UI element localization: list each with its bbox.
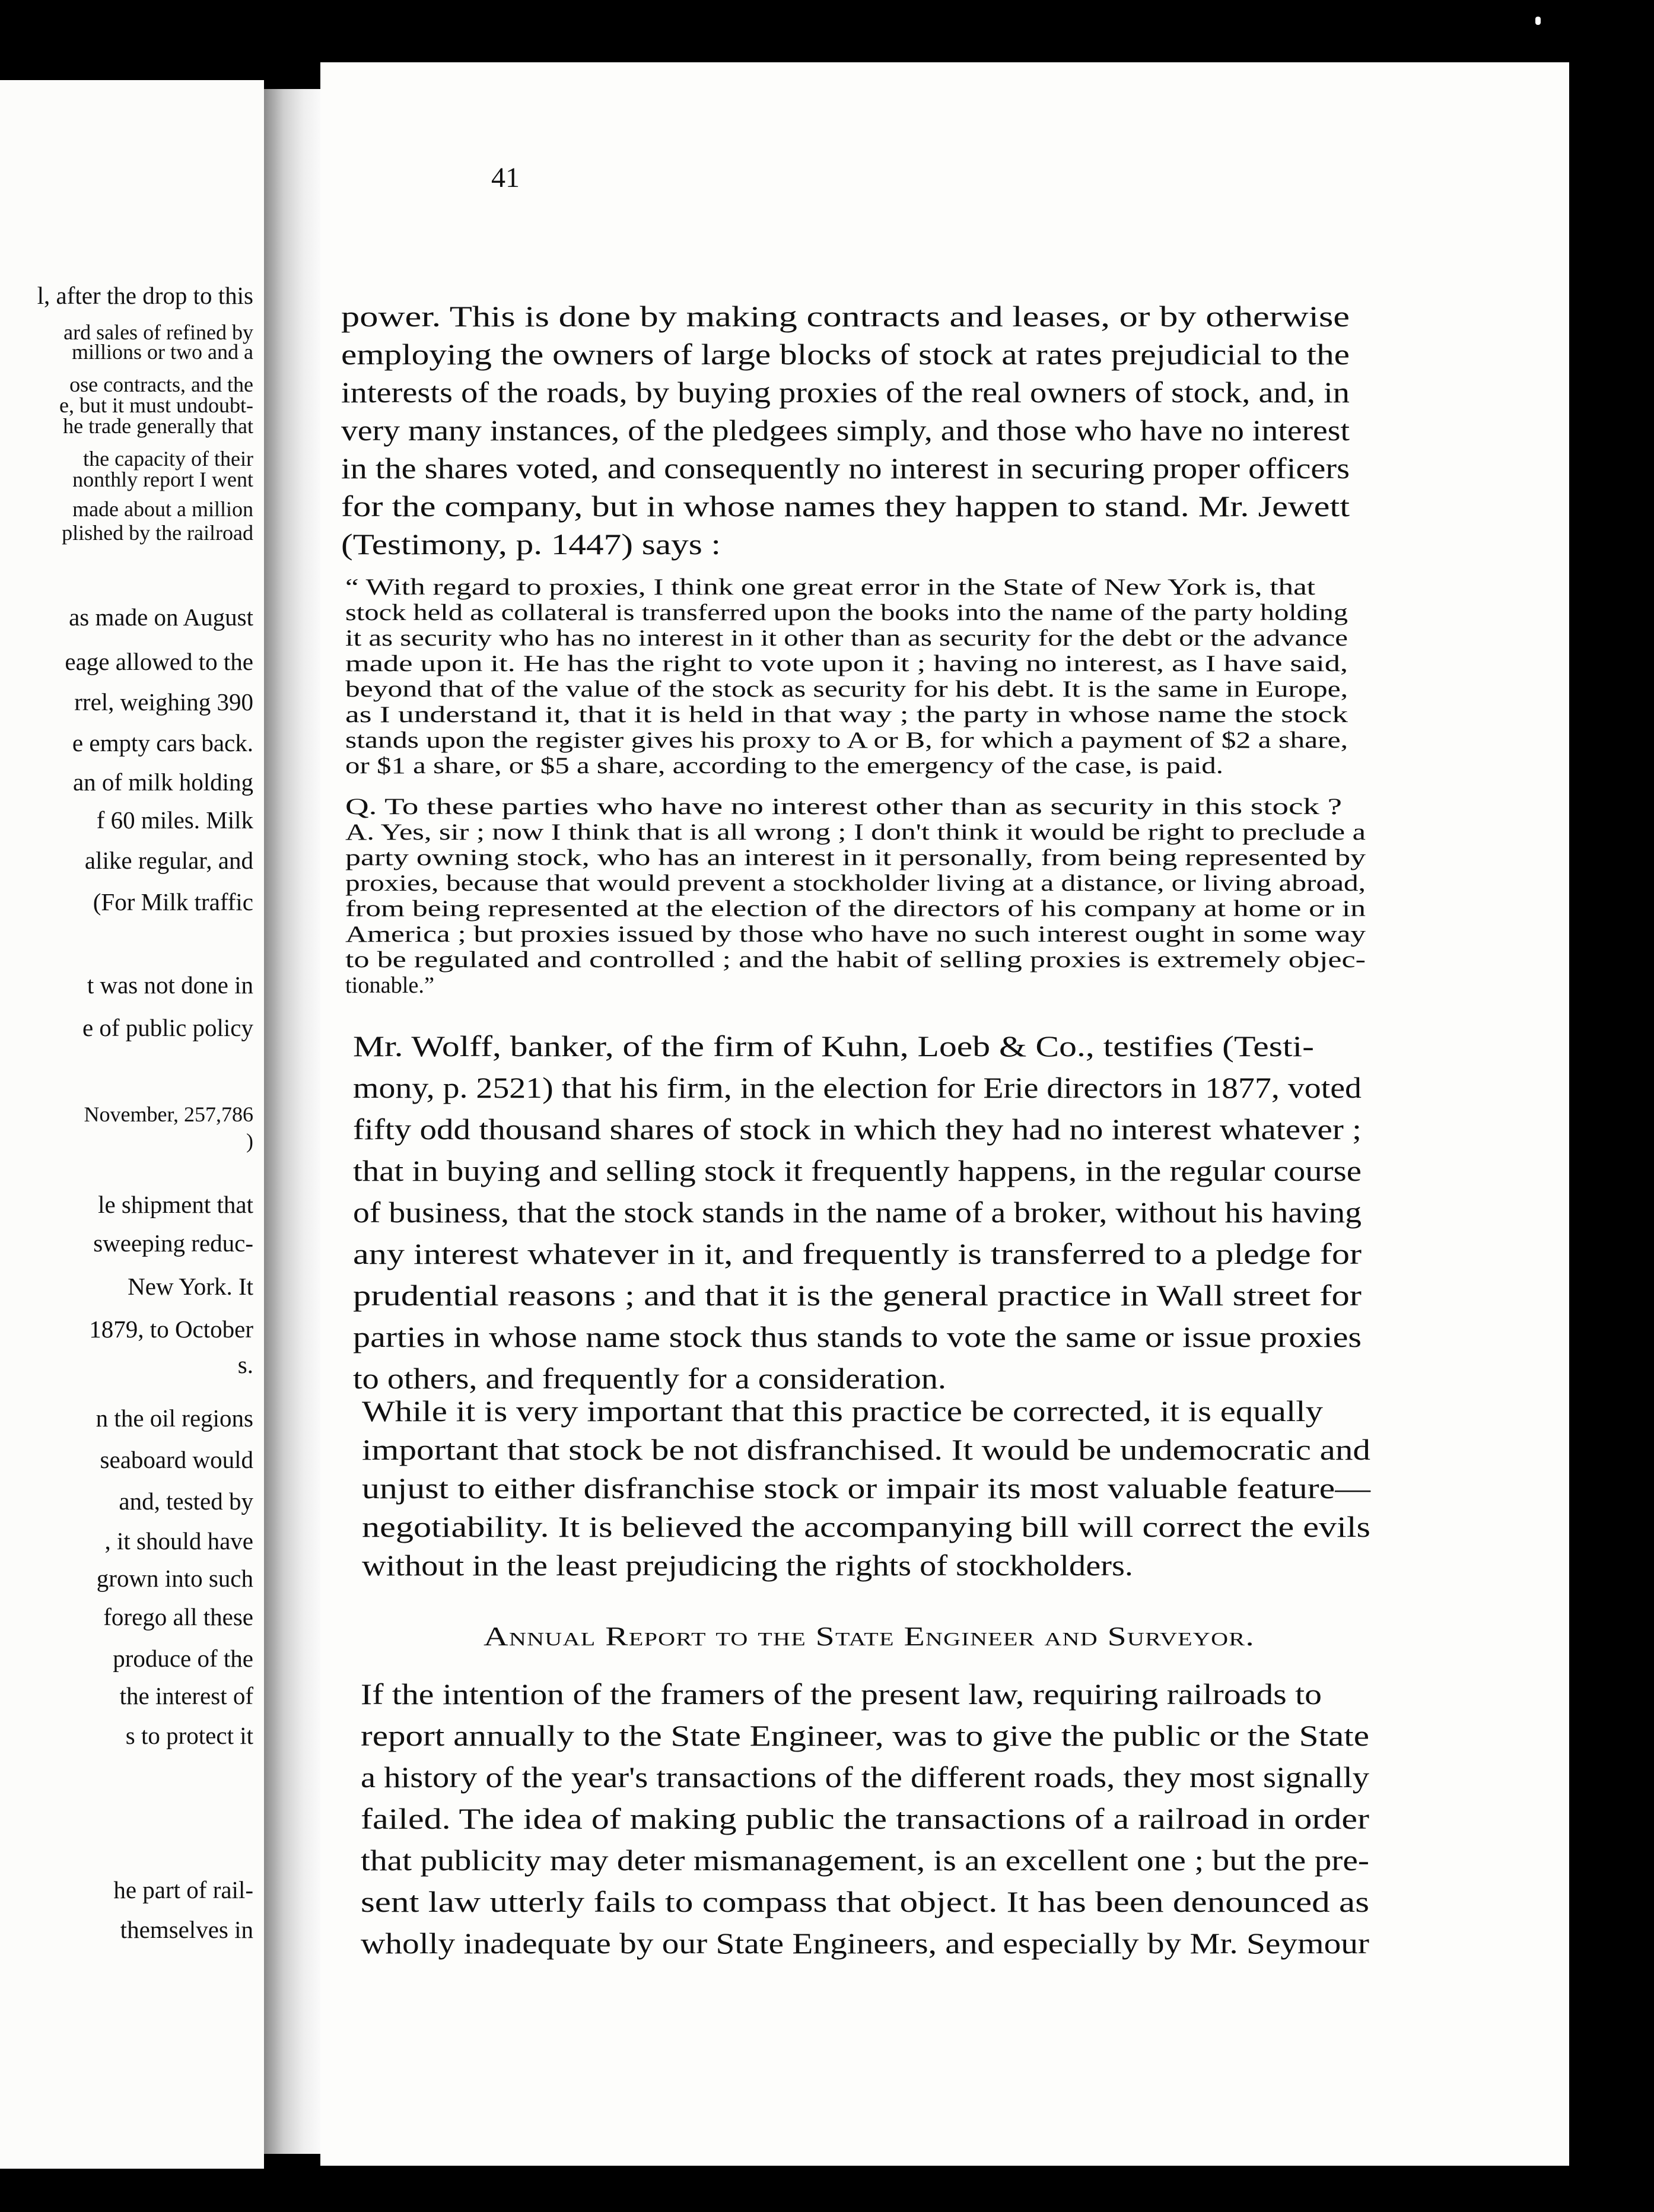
left-page-line: (For Milk traffic [93,888,253,916]
left-page-line: an of milk holding [72,768,253,796]
left-page-line: t was not done in [87,971,253,999]
left-page-line: s. [237,1351,253,1378]
section-heading: Annual Report to the State Engineer and Surveyor. [484,1621,1255,1651]
paragraph-1-line: very many instances, of the pledgees simply, and those who have no interest [341,414,1350,447]
paragraph-3-line: negotiability. It is believed the accompanying bill will correct the evils [362,1510,1370,1543]
paragraph-2-line: prudential reasons ; and that it is the general practice in Wall street for [353,1279,1362,1312]
paragraph-2-line: Mr. Wolff, banker, of the firm of Kuhn, Loeb & Co., testifies (Testi- [353,1029,1314,1063]
paragraph-1-line: interests of the roads, by buying proxies of the real owners of stock, and, in [341,376,1350,409]
paragraph-4-line: wholly inadequate by our State Engineers, and especially by Mr. Seymour [361,1927,1369,1960]
paragraph-2-line: fifty odd thousand shares of stock in which they had no interest whatever ; [353,1113,1362,1146]
left-page [0,80,264,2169]
quote-1-line: beyond that of the value of the stock as security for his debt. It is the same in Europe, [345,676,1348,702]
left-page-line: ard sales of refined by [63,320,253,344]
left-page-line: e empty cars back. [72,729,253,757]
quote-2-line: to be regulated and controlled ; and the habit of selling proxies is extremely objec- [345,947,1366,972]
paragraph-3-line: While it is very important that this practice be corrected, it is equally [362,1394,1323,1428]
quote-2-line: proxies, because that would prevent a stockholder living at a distance, or living abroad, [345,870,1366,896]
quote-1-line: as I understand it, that it is held in that way ; the party in whose name the stock [345,702,1348,727]
left-page-line: seaboard would [100,1446,253,1473]
book-gutter [264,89,320,2154]
paragraph-2-line: to others, and frequently for a consideration. [353,1362,946,1395]
paragraph-3-line: unjust to either disfranchise stock or impair its most valuable feature— [362,1472,1370,1505]
paragraph-3-line: important that stock be not disfranchised. It would be undemocratic and [362,1433,1370,1466]
left-page-line: and, tested by [119,1488,253,1515]
paragraph-2-line: that in buying and selling stock it frequently happens, in the regular course [353,1154,1362,1187]
quote-1-line: stands upon the register gives his proxy to A or B, for which a payment of $2 a share, [345,727,1348,753]
left-page-line: as made on August [69,603,253,631]
left-page-line: plished by the railroad [62,521,253,545]
left-page-line: e, but it must undoubt- [59,393,253,417]
left-page-line: the capacity of their [83,447,253,471]
left-page-line: n the oil regions [96,1404,253,1432]
left-page-line: s to protect it [125,1722,253,1749]
left-page-line: the interest of [119,1682,253,1709]
paragraph-4-line: a history of the year's transactions of the different roads, they most signally [361,1760,1369,1794]
paragraph-1-line: (Testimony, p. 1447) says : [341,527,721,561]
left-page-line: nonthly report I went [72,468,253,491]
left-page-line: produce of the [113,1645,253,1672]
quote-1-line: it as security who has no interest in it other than as security for the debt or the advance [345,625,1348,651]
paragraph-2-line: mony, p. 2521) that his firm, in the election for Erie directors in 1877, voted [353,1071,1362,1104]
left-page-line: l, after the drop to this [37,282,253,309]
paragraph-1-line: power. This is done by making contracts and leases, or by otherwise [341,300,1350,333]
left-page-line: , it should have [104,1527,253,1555]
left-page-line: 1879, to October [89,1315,253,1343]
quote-2-line: party owning stock, who has an interest in it personally, from being represented by [345,845,1366,870]
left-page-line: ose contracts, and the [69,373,253,396]
left-page-line: millions or two and a [72,340,253,364]
paragraph-4-line: report annually to the State Engineer, was to give the public or the State [361,1719,1369,1752]
left-page-line: le shipment that [98,1191,253,1218]
scan-speck [1535,17,1541,25]
left-page-line: he trade generally that [63,414,253,438]
paragraph-2-line: any interest whatever in it, and frequently is transferred to a pledge for [353,1237,1362,1270]
page-number: 41 [491,162,520,193]
quote-2-line: from being represented at the election of the directors of his company at home or in [345,896,1366,921]
paragraph-4-line: failed. The idea of making public the transactions of a railroad in order [361,1802,1369,1835]
left-page-line: New York. It [128,1273,253,1300]
left-page-line: eage allowed to the [65,648,253,675]
left-page-line: grown into such [96,1565,253,1592]
left-page-line: sweeping reduc- [93,1229,253,1257]
left-page-line: forego all these [103,1603,253,1631]
quote-1-line: “ With regard to proxies, I think one great error in the State of New York is, that [345,574,1315,600]
left-page-line: themselves in [120,1916,253,1943]
left-page-line: he part of rail- [113,1876,253,1903]
paragraph-1-line: in the shares voted, and consequently no interest in securing proper officers [341,452,1350,485]
left-page-line: made about a million [72,497,253,521]
left-page-line: alike regular, and [84,847,253,874]
paragraph-4-line: sent law utterly fails to compass that object. It has been denounced as [361,1885,1369,1918]
paragraph-4-line: that publicity may deter mismanagement, is an excellent one ; but the pre- [361,1844,1369,1877]
left-page-line: November, 257,786 [84,1102,253,1126]
paragraph-1-line: employing the owners of large blocks of stock at rates prejudicial to the [341,338,1350,371]
paragraph-4-line: If the intention of the framers of the present law, requiring railroads to [361,1677,1322,1711]
quote-1-line: made upon it. He has the right to vote upon it ; having no interest, as I have said, [345,651,1348,676]
paragraph-3-line: without in the least prejudicing the rights of stockholders. [362,1549,1133,1582]
paragraph-2-line: of business, that the stock stands in the name of a broker, without his having [353,1196,1362,1229]
left-page-line: rrel, weighing 390 [74,688,253,716]
quote-2-line: America ; but proxies issued by those who have no such interest ought in some way [345,921,1366,947]
paragraph-1-line: for the company, but in whose names they happen to stand. Mr. Jewett [341,490,1350,523]
quote-2-line: A. Yes, sir ; now I think that is all wrong ; I don't think it would be right to preclude a [345,819,1366,845]
paragraph-2-line: parties in whose name stock thus stands to vote the same or issue proxies [353,1320,1362,1353]
quote-2-line: tionable.” [345,972,434,998]
quote-2-line: Q. To these parties who have no interest other than as security in this stock ? [345,794,1342,819]
left-page-line: e of public policy [82,1014,253,1041]
quote-1-line: stock held as collateral is transferred upon the books into the name of the party holding [345,600,1348,625]
quote-1-line: or $1 a share, or $5 a share, according to the emergency of the case, is paid. [345,753,1223,778]
left-page-line: f 60 miles. Milk [96,806,253,834]
left-page-line: ) [246,1129,253,1153]
